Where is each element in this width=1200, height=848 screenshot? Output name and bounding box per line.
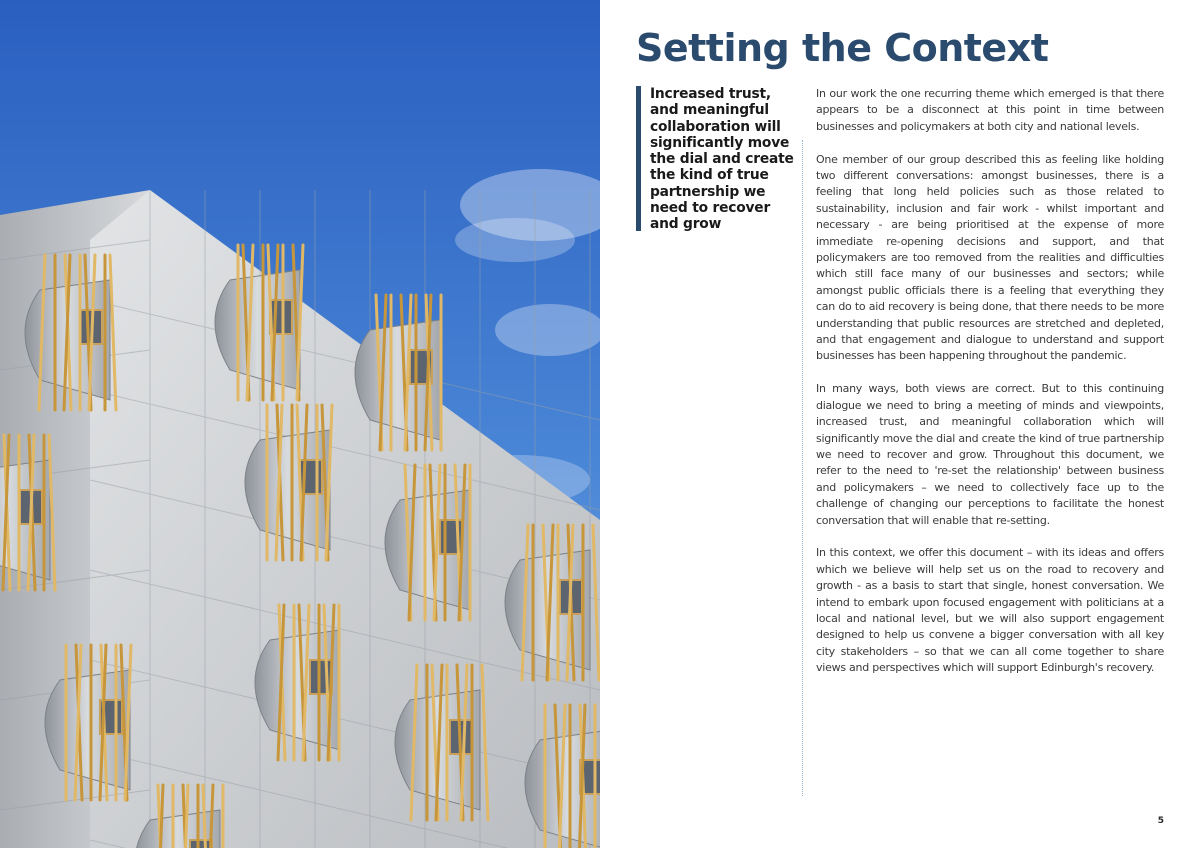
text-page	[600, 0, 1200, 848]
page-title: Setting the Context	[636, 26, 1049, 70]
column-divider	[802, 140, 803, 796]
paragraph-3: In many ways, both views are correct. But to this continuing dialogue we need to bring a meeting of minds and viewpoints, increased trust, and meaningful collaboration which will significantly move the dial and create the kind of true partnership we need to recover and grow. Throughout this document, we refer to the need to 're-set the relationship' between business and policymakers – we need to collectively face up to the challenge of changing our perceptions to facilitate the honest conversation that will enable that re-setting.	[816, 382, 1164, 527]
paragraph-4: In this context, we offer this document – with its ideas and offers which we believe will help set us on the road to recovery and growth - as a basis to start that single, honest conversation. We intend to embark upon focused engagement with politicians at a local and national level, but we will also support engagement designed to help us convene a bigger conversation with all key city stakeholders – so that we can all come together to share views and perspectives which will support Edinburgh's recovery.	[816, 546, 1164, 675]
paragraph-2: One member of our group described this as feeling like holding two different conversations: amongst businesses, there is a feeling that long held policies such as those related to sustainability, inclusion and fair work - whilst important and necessary - are being prioritised at the expense of more immediate re-opening decisions and support, and that policymakers are too removed from the realities and difficulties which still face many of our businesses and sectors; while amongst public officials there is a feeling that everything they can do to aid recovery is being done, that there needs to be more understanding that public resources are stretched and depleted, and that engagement and dialogue to understand and support businesses has been happening throughout the pandemic.	[816, 152, 1164, 363]
pull-quote-text: Increased trust, and meaningful collaboration will significantly move the dial and create the kind of true partnership we need to recover and grow	[650, 86, 794, 233]
body-text	[816, 86, 1164, 693]
page-number: 5	[1157, 816, 1164, 826]
paragraph-1: In our work the one recurring theme which emerged is that there appears to be a disconnect at this point in time between businesses and policymakers at both city and national levels.	[816, 87, 1164, 133]
pull-quote	[636, 86, 796, 231]
